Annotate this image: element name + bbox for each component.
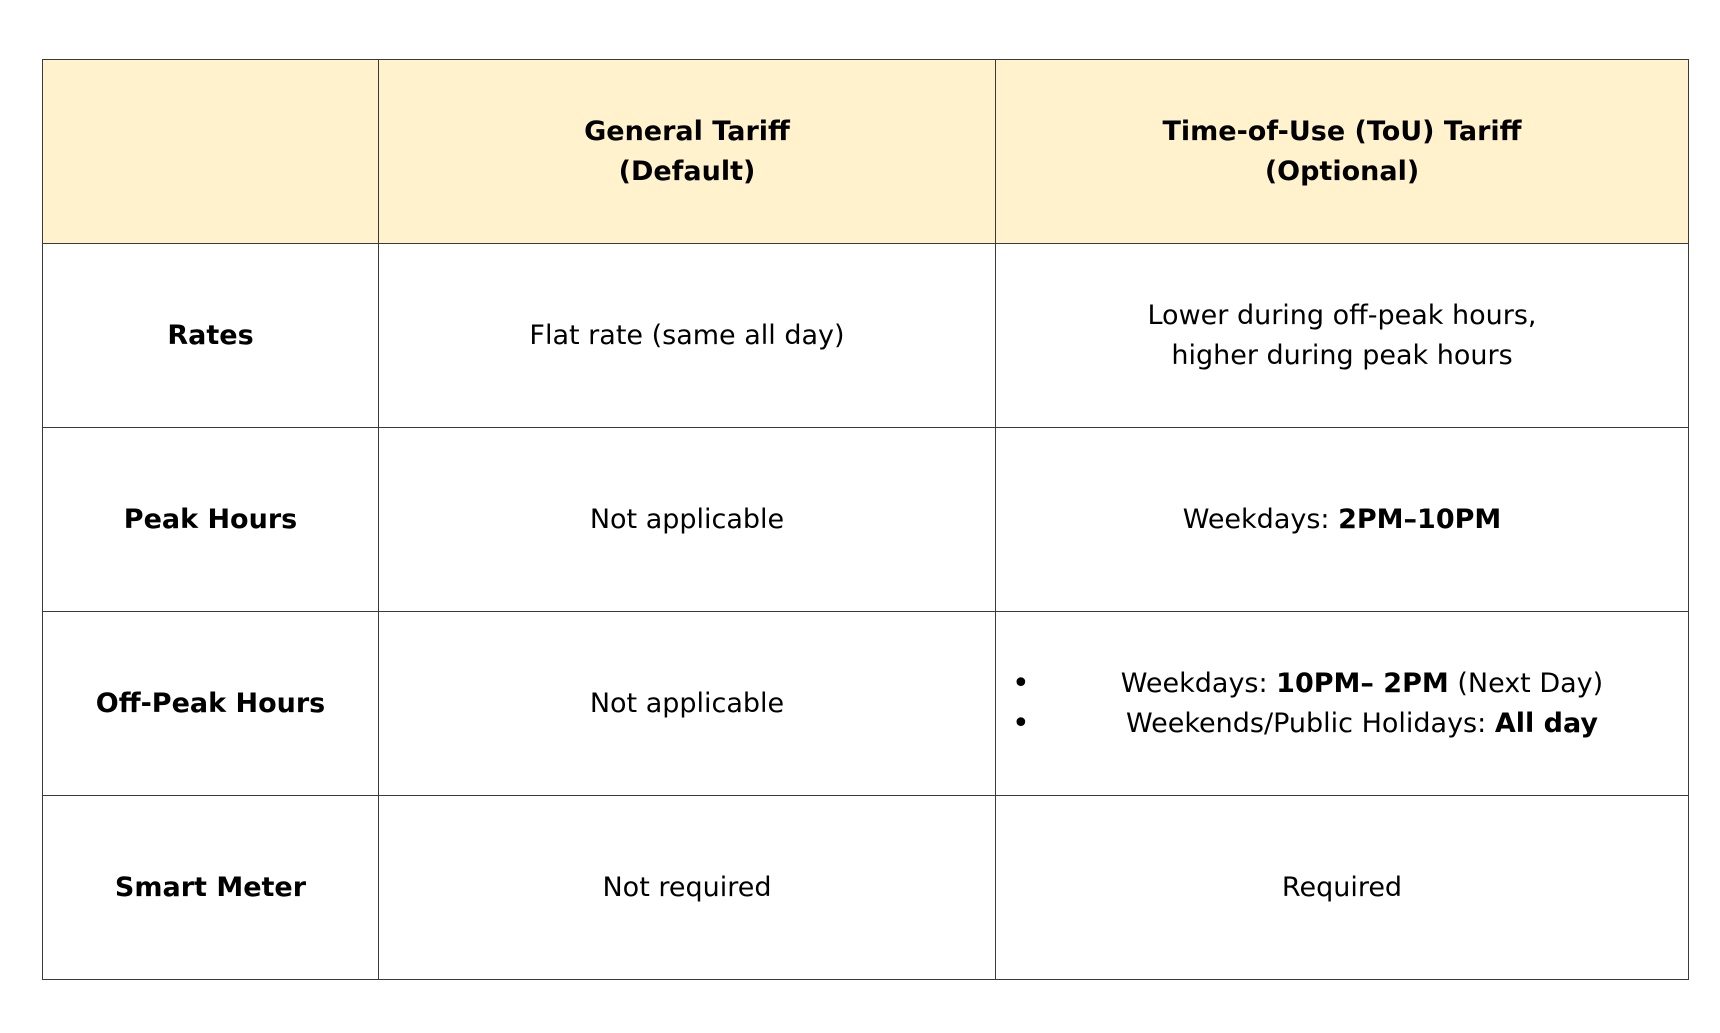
cell-rates-general: Flat rate (same all day) xyxy=(379,244,996,428)
offpeak-weekdays-prefix: Weekdays: xyxy=(1120,667,1277,699)
cell-rates-tou xyxy=(996,244,1689,428)
peak-tou-hours: 2PM–10PM xyxy=(1338,503,1502,535)
row-label-smart-meter: Smart Meter xyxy=(43,796,379,980)
general-tariff-title: General Tariff xyxy=(584,115,790,147)
table-row-peak-hours xyxy=(43,428,1689,612)
offpeak-weekdays-suffix: (Next Day) xyxy=(1448,667,1604,699)
offpeak-weekends-prefix: Weekends/Public Holidays: xyxy=(1126,707,1495,739)
header-corner-cell xyxy=(43,60,379,244)
offpeak-weekends-hours: All day xyxy=(1494,707,1598,739)
rates-tou-line-2: higher during peak hours xyxy=(1171,339,1513,371)
peak-tou-prefix: Weekdays: xyxy=(1182,503,1339,535)
table-body xyxy=(43,244,1689,980)
tou-tariff-subtitle: (Optional) xyxy=(1264,155,1420,187)
list-item-weekdays xyxy=(1006,664,1678,704)
general-tariff-subtitle: (Default) xyxy=(618,155,756,187)
header-general-tariff xyxy=(379,60,996,244)
offpeak-bullet-list xyxy=(1006,664,1678,744)
cell-peak-tou xyxy=(996,428,1689,612)
header-row xyxy=(43,60,1689,244)
tou-tariff-title: Time-of-Use (ToU) Tariff xyxy=(1162,115,1522,147)
rates-tou-line-1: Lower during off-peak hours, xyxy=(1147,299,1537,331)
cell-meter-general: Not required xyxy=(379,796,996,980)
table-row-off-peak-hours xyxy=(43,612,1689,796)
row-label-peak-hours: Peak Hours xyxy=(43,428,379,612)
table-row-smart-meter xyxy=(43,796,1689,980)
cell-peak-general: Not applicable xyxy=(379,428,996,612)
offpeak-weekdays-hours: 10PM– 2PM xyxy=(1276,667,1449,699)
cell-meter-tou: Required xyxy=(996,796,1689,980)
table-row-rates xyxy=(43,244,1689,428)
tariff-comparison-table xyxy=(42,59,1689,980)
row-label-off-peak-hours: Off-Peak Hours xyxy=(43,612,379,796)
header-tou-tariff xyxy=(996,60,1689,244)
list-item-weekends xyxy=(1006,704,1678,744)
cell-offpeak-general: Not applicable xyxy=(379,612,996,796)
row-label-rates: Rates xyxy=(43,244,379,428)
cell-offpeak-tou xyxy=(996,612,1689,796)
table-header xyxy=(43,60,1689,244)
